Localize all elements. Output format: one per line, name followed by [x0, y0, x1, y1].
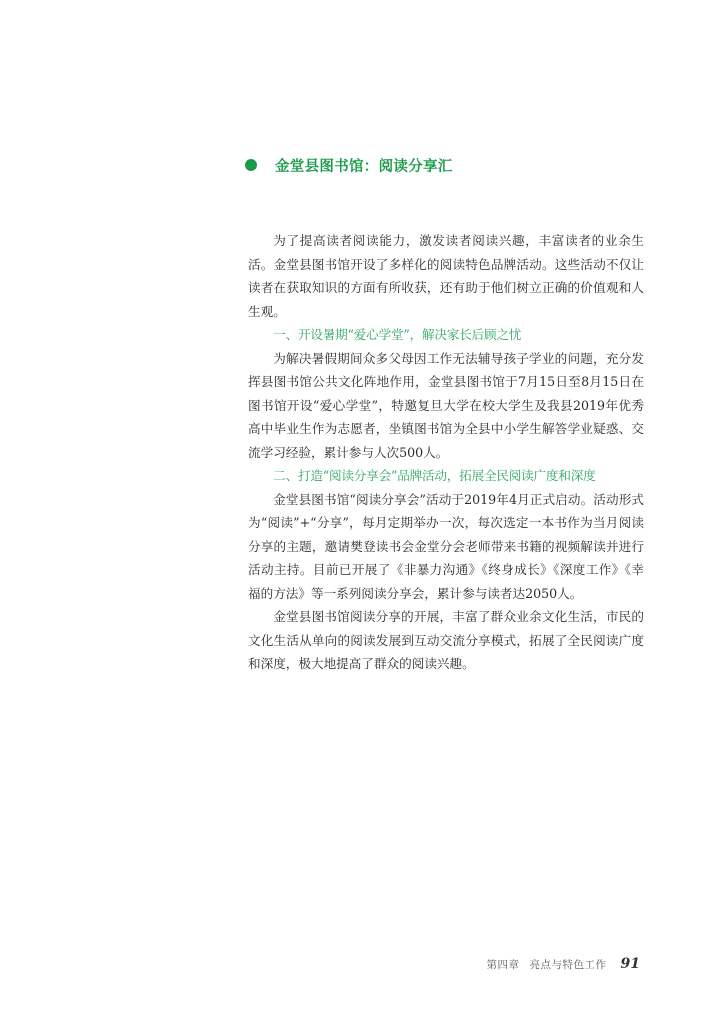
section-header	[245, 154, 453, 176]
paragraph-intro: 为了提高读者阅读能力，激发读者阅读兴趣，丰富读者的业余生活。金堂县图书馆开设了多样化的阅读特色品牌活动。这些活动不仅让读者在获取知识的方面有所收获，还有助于他们树立正确的价值观和人生观。	[248, 233, 644, 319]
page-footer	[487, 956, 640, 972]
paragraph-reading-share: 金堂县图书馆“阅读分享会”活动于2019年4月正式启动。活动形式为“阅读”+“分享”，每月定期举办一次，每次选定一本书作为当月阅读分享的主题，邀请樊登读书会金堂分会老师带来书籍的视频解读并进行活动主持。目前已开展了《非暴力沟通》《终身成长》《深度工作》《幸福的方法》等一系列阅读分享会，累计参与读者达2050人。	[248, 491, 644, 601]
section-title: 金堂县图书馆：阅读分享汇	[275, 158, 453, 175]
footer-chapter-title: 亮点与特色工作	[529, 959, 607, 971]
article-body	[248, 229, 644, 676]
bullet-dot-icon	[245, 159, 257, 171]
page-number: 91	[620, 956, 640, 972]
footer-chapter: 第四章	[486, 959, 520, 971]
paragraph-conclusion: 金堂县图书馆阅读分享的开展，丰富了群众业余文化生活，市民的文化生活从单向的阅读发展到互动交流分享模式，拓展了全民阅读广度和深度，极大地提高了群众的阅读兴趣。	[248, 609, 644, 671]
subheading-1: 一、开设暑期“爱心学堂”，解决家长后顾之忧	[273, 327, 522, 342]
paragraph-love-school: 为解决暑假期间众多父母因工作无法辅导孩子学业的问题，充分发挥县图书馆公共文化阵地作用，金堂县图书馆于7月15日至8月15日在图书馆开设“爱心学堂”，特邀复旦大学在校大学生及我县2019年优秀高中毕业生作为志愿者，坐镇图书馆为全县中小学生解答学业疑惑、交流学习经验，累计参与人次500人。	[248, 350, 644, 460]
subheading-2: 二、打造“阅读分享会”品牌活动，拓展全民阅读广度和深度	[273, 468, 596, 483]
